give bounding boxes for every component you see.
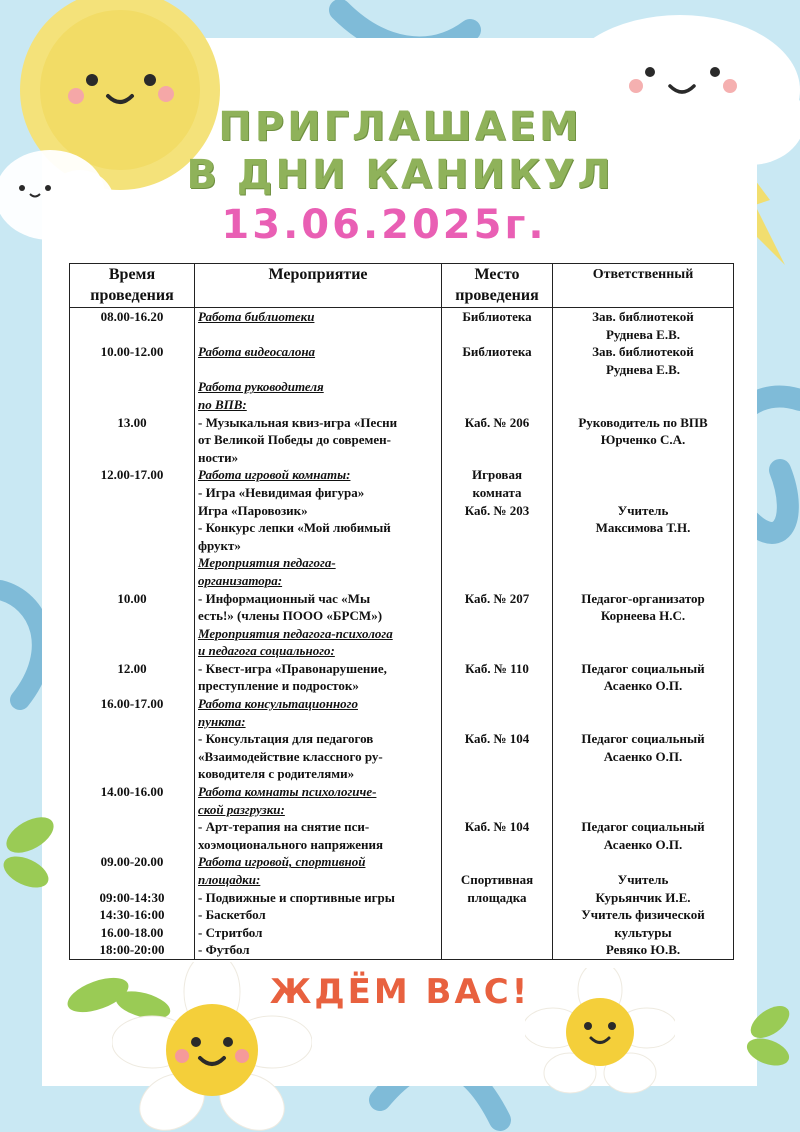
time-cell bbox=[70, 466, 195, 554]
place-cell-line: комната bbox=[472, 484, 522, 500]
responsible-cell-line bbox=[556, 378, 730, 396]
place-cell-line bbox=[445, 396, 549, 414]
responsible-cell-line: Учитель bbox=[617, 872, 669, 887]
place-cell-line: Каб. № 104 bbox=[464, 819, 530, 835]
footer-slogan: ЖДЁМ ВАС! bbox=[269, 972, 531, 1012]
time-cell-line: 12.00-17.00 bbox=[100, 467, 164, 483]
event-cell-line: Работа игровой, спортивной bbox=[198, 854, 366, 870]
responsible-cell-line: Педагог-организатор bbox=[581, 590, 705, 606]
time-cell-line: 09:00-14:30 bbox=[99, 889, 165, 905]
time-cell-line: 16.00-17.00 bbox=[100, 696, 164, 712]
place-cell-line bbox=[445, 642, 549, 660]
time-cell-line bbox=[73, 871, 191, 889]
responsible-cell bbox=[553, 466, 734, 554]
place-cell bbox=[442, 343, 553, 378]
responsible-cell-line: культуры bbox=[614, 924, 672, 940]
place-cell bbox=[442, 554, 553, 624]
responsible-cell bbox=[553, 308, 734, 344]
place-cell-line bbox=[445, 554, 549, 572]
responsible-cell-line bbox=[556, 695, 730, 713]
time-cell bbox=[70, 695, 195, 783]
responsible-cell-line bbox=[556, 466, 730, 484]
place-cell bbox=[442, 625, 553, 695]
table-row bbox=[70, 783, 734, 853]
event-cell-line: Игра «Паровозик» bbox=[198, 502, 308, 518]
event-cell bbox=[195, 466, 442, 554]
event-cell bbox=[195, 308, 442, 344]
event-cell-line: - Арт-терапия на снятие пси- bbox=[198, 819, 370, 835]
time-cell-line: 14:30-16:00 bbox=[99, 907, 165, 923]
responsible-cell bbox=[553, 343, 734, 378]
event-cell-line: Работа игровой комнаты: bbox=[198, 467, 351, 483]
time-cell-line: 10.00-12.00 bbox=[100, 344, 164, 360]
event-cell-line: - Стритбол bbox=[198, 924, 263, 940]
event-cell-line: - Конкурс лепки «Мой любимый bbox=[198, 520, 391, 536]
table-row bbox=[70, 343, 734, 378]
time-cell-line bbox=[73, 378, 191, 396]
responsible-cell-line bbox=[556, 801, 730, 819]
event-cell-line: Работа библиотеки bbox=[198, 309, 315, 324]
responsible-cell-line: Асаенко О.П. bbox=[603, 836, 683, 852]
time-cell bbox=[70, 378, 195, 466]
responsible-cell-line: Педагог социальный bbox=[581, 819, 705, 835]
place-cell-line: Каб. № 104 bbox=[464, 731, 530, 747]
time-cell-line: 14.00-16.00 bbox=[100, 784, 164, 800]
responsible-cell-line: Педагог социальный bbox=[581, 731, 705, 747]
responsible-cell-line: Зав. библиотекой bbox=[592, 309, 694, 324]
event-cell bbox=[195, 343, 442, 378]
place-cell-line bbox=[445, 713, 549, 731]
event-cell-line: Мероприятия педагога- bbox=[198, 555, 336, 571]
responsible-cell-line: Зав. библиотекой bbox=[592, 344, 694, 360]
place-cell-line bbox=[445, 801, 549, 819]
responsible-cell bbox=[553, 625, 734, 695]
time-cell-line bbox=[73, 554, 191, 572]
responsible-cell bbox=[553, 554, 734, 624]
header-time: Время проведения bbox=[70, 264, 195, 308]
event-cell-line: Работа консультационного bbox=[198, 696, 358, 712]
time-cell-line bbox=[73, 642, 191, 660]
header-event: Мероприятие bbox=[195, 264, 442, 308]
event-cell-line: Работа комнаты психологиче- bbox=[198, 784, 377, 800]
responsible-cell-line: Корнеева Н.С. bbox=[600, 608, 686, 624]
place-cell bbox=[442, 308, 553, 344]
responsible-cell-line: Асаенко О.П. bbox=[603, 678, 683, 694]
event-cell-line: - Музыкальная квиз-игра «Песни bbox=[198, 414, 398, 430]
event-cell bbox=[195, 625, 442, 695]
table-row bbox=[70, 466, 734, 554]
time-cell bbox=[70, 783, 195, 853]
event-cell-line: и педагога социального: bbox=[198, 643, 335, 659]
responsible-cell-line bbox=[556, 572, 730, 590]
time-cell-line bbox=[73, 572, 191, 590]
time-cell-line: 08.00-16.20 bbox=[100, 309, 164, 324]
event-cell-line: Работа видеосалона bbox=[198, 344, 316, 360]
time-cell-line bbox=[73, 625, 191, 643]
event-cell-line: - Игра «Невидимая фигура» bbox=[198, 484, 365, 500]
time-cell bbox=[70, 853, 195, 959]
responsible-cell bbox=[553, 853, 734, 959]
event-cell-line: - Футбол bbox=[198, 942, 250, 958]
event-cell-line: преступление и подросток» bbox=[198, 678, 359, 694]
event-cell-line: есть!» (члены ПООО «БРСМ») bbox=[198, 608, 383, 624]
place-cell-line: Каб. № 206 bbox=[464, 414, 530, 430]
responsible-cell-line: Учитель физической bbox=[581, 907, 705, 923]
responsible-cell-line: Курьянчик И.Е. bbox=[595, 889, 691, 905]
event-date: 13.06.2025г. bbox=[221, 202, 547, 248]
place-cell bbox=[442, 853, 553, 959]
event-cell-line: - Квест-игра «Правонарушение, bbox=[198, 660, 387, 676]
place-cell-line: Каб. № 207 bbox=[464, 590, 530, 606]
place-cell bbox=[442, 695, 553, 783]
responsible-cell-line: Руднева Е.В. bbox=[605, 326, 681, 342]
time-cell bbox=[70, 343, 195, 378]
place-cell-line bbox=[445, 695, 549, 713]
responsible-cell-line bbox=[556, 642, 730, 660]
title-line-2: В ДНИ КАНИКУЛ bbox=[186, 152, 614, 198]
time-cell-line bbox=[73, 396, 191, 414]
place-cell-line: Игровая bbox=[472, 467, 522, 483]
place-cell-line bbox=[445, 572, 549, 590]
responsible-cell-line bbox=[556, 783, 730, 801]
event-cell-line: хоэмоционального напряжения bbox=[198, 836, 384, 852]
responsible-cell-line: Асаенко О.П. bbox=[603, 748, 683, 764]
responsible-cell-line bbox=[556, 484, 730, 502]
responsible-cell bbox=[553, 378, 734, 466]
time-cell bbox=[70, 625, 195, 695]
event-cell-line: площадки: bbox=[198, 872, 261, 887]
time-cell-line: 16.00-18.00 bbox=[100, 924, 164, 940]
responsible-cell-line: Максимова Т.Н. bbox=[595, 520, 691, 536]
responsible-cell-line: Юрченко С.А. bbox=[600, 432, 686, 448]
place-cell-line: Библиотека bbox=[462, 309, 532, 324]
table-row bbox=[70, 308, 734, 344]
responsible-cell-line: Ревяко Ю.В. bbox=[605, 942, 681, 958]
event-cell-line: - Подвижные и спортивные игры bbox=[198, 889, 395, 905]
time-cell-line: 18:00-20:00 bbox=[99, 942, 165, 958]
place-cell bbox=[442, 466, 553, 554]
leaf-icon bbox=[0, 810, 70, 900]
schedule-body bbox=[70, 308, 734, 960]
table-row bbox=[70, 625, 734, 695]
table-row bbox=[70, 695, 734, 783]
schedule-table bbox=[69, 263, 734, 960]
event-cell-line: ководителя с родителями» bbox=[198, 766, 355, 782]
event-cell bbox=[195, 695, 442, 783]
responsible-cell-line bbox=[556, 713, 730, 731]
title-line-1: ПРИГЛАШАЕМ bbox=[218, 104, 582, 150]
event-cell-line: пункта: bbox=[198, 713, 246, 729]
responsible-cell-line: Учитель bbox=[617, 502, 669, 518]
event-cell-line: фрукт» bbox=[198, 537, 241, 553]
header-responsible: Ответственный bbox=[553, 264, 734, 308]
responsible-cell-line bbox=[556, 396, 730, 414]
event-cell bbox=[195, 783, 442, 853]
place-cell-line: Библиотека bbox=[462, 344, 532, 360]
responsible-cell bbox=[553, 695, 734, 783]
place-cell-line: Спортивная bbox=[460, 872, 534, 887]
place-cell-line bbox=[445, 625, 549, 643]
responsible-cell-line bbox=[556, 625, 730, 643]
time-cell-line: 13.00 bbox=[117, 414, 147, 430]
table-row bbox=[70, 853, 734, 959]
responsible-cell-line: Педагог социальный bbox=[581, 660, 705, 676]
event-cell-line: - Консультация для педагогов bbox=[198, 731, 374, 747]
place-cell-line bbox=[445, 853, 549, 871]
event-cell-line: - Информационный час «Мы bbox=[198, 590, 371, 606]
time-cell bbox=[70, 308, 195, 344]
table-header-row bbox=[70, 264, 734, 308]
event-cell-line: «Взаимодействие классного ру- bbox=[198, 748, 383, 764]
time-cell-line: 09.00-20.00 bbox=[100, 854, 164, 870]
time-cell-line: 10.00 bbox=[117, 590, 147, 606]
place-cell-line bbox=[445, 783, 549, 801]
event-cell-line: Мероприятия педагога-психолога bbox=[198, 625, 393, 641]
event-cell bbox=[195, 554, 442, 624]
event-cell-line: ской разгрузки: bbox=[198, 801, 285, 817]
header-place: Место проведения bbox=[442, 264, 553, 308]
place-cell-line: Каб. № 203 bbox=[464, 502, 530, 518]
table-row bbox=[70, 554, 734, 624]
event-cell-line: от Великой Победы до современ- bbox=[198, 432, 392, 448]
place-cell bbox=[442, 378, 553, 466]
table-row bbox=[70, 378, 734, 466]
event-cell-line: Работа руководителя bbox=[198, 379, 324, 395]
responsible-cell-line: Руднева Е.В. bbox=[605, 361, 681, 377]
place-cell-line: Каб. № 110 bbox=[465, 660, 529, 676]
responsible-cell-line bbox=[556, 853, 730, 871]
responsible-cell-line: Руководитель по ВПВ bbox=[578, 414, 708, 430]
time-cell-line: 12.00 bbox=[117, 660, 147, 676]
event-cell-line: по ВПВ: bbox=[198, 396, 247, 412]
place-cell-line bbox=[445, 378, 549, 396]
event-cell-line: ности» bbox=[198, 449, 239, 465]
time-cell bbox=[70, 554, 195, 624]
event-cell bbox=[195, 853, 442, 959]
responsible-cell bbox=[553, 783, 734, 853]
event-cell-line: - Баскетбол bbox=[198, 907, 266, 923]
place-cell-line: площадка bbox=[467, 889, 527, 905]
responsible-cell-line bbox=[556, 554, 730, 572]
place-cell bbox=[442, 783, 553, 853]
event-cell-line: организатора: bbox=[198, 572, 283, 588]
event-cell bbox=[195, 378, 442, 466]
